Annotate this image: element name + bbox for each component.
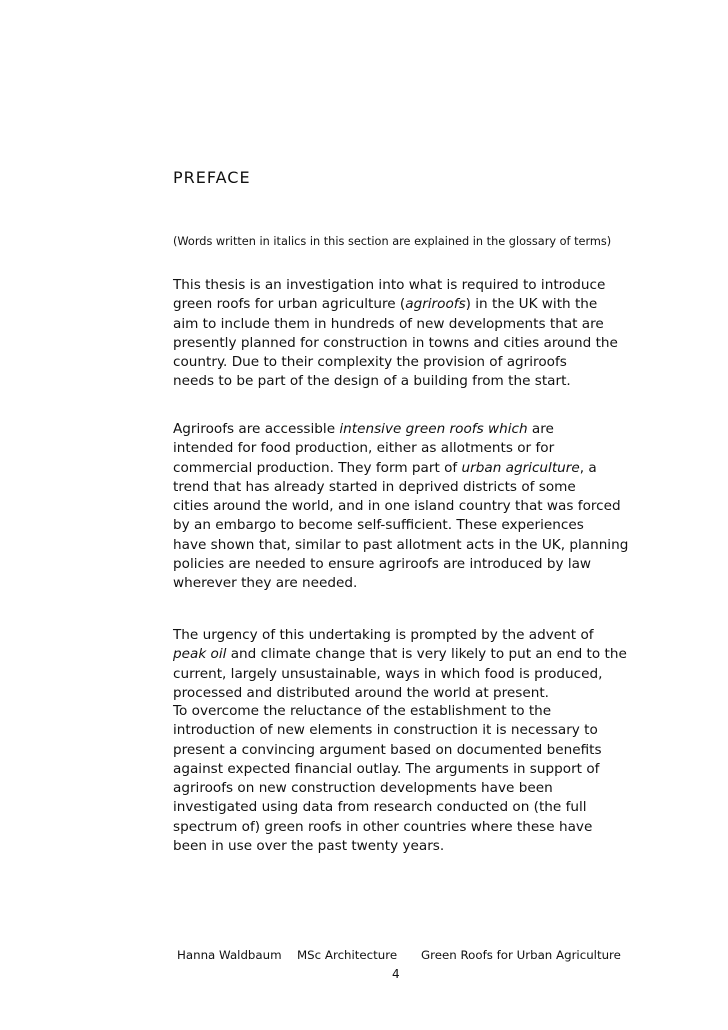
paragraph-line [173,439,633,458]
page-number: 4 [392,967,400,981]
text-run: are [527,421,554,437]
text-run: green roofs for urban agriculture ( [173,296,406,313]
text-run: To overcome the reluctance of the establishment to the [173,703,552,719]
footer-degree: MSc Architecture [297,948,398,962]
glossary-term: urban agriculture [461,459,580,476]
text-run: needs to be part of the design of a building from the start. [173,373,571,390]
paragraph-1 [173,276,633,392]
text-run: cities around the world, and in one island country that was forced [173,498,621,515]
paragraph-line [173,276,633,295]
paragraph-line [173,574,633,593]
paragraph-line [173,760,633,779]
text-run: processed and distributed around the world at present. [173,684,549,701]
glossary-term: agriroofs [405,296,466,313]
text-run: ) in the UK with the [465,296,598,313]
text-run: wherever they are needed. [173,575,358,592]
paragraph-line [173,315,633,334]
glossary-term: peak oil [173,646,227,663]
paragraph-line [173,665,633,684]
text-run: spectrum of) green roofs in other countries where these have [173,818,593,835]
text-run: trend that has already started in deprived districts of some [173,478,576,495]
paragraph-line [173,478,633,497]
footer-title: Green Roofs for Urban Agriculture [421,948,621,962]
text-run: investigated using data from research conducted on (the full [173,799,587,816]
paragraph-2 [173,420,633,594]
footer-author: Hanna Waldbaum [177,948,282,962]
paragraph-line [173,420,633,439]
text-run: presently planned for construction in towns and cities around the [173,334,618,351]
paragraph-line [173,798,633,817]
text-run: This thesis is an investigation into what is required to introduce [173,277,606,293]
paragraph-line [173,837,633,856]
page-heading: PREFACE [173,168,251,187]
text-run: agriroofs on new construction developments have been [173,780,553,797]
paragraph-line [173,818,633,837]
glossary-term: intensive green roofs which [339,421,528,437]
paragraph-line [173,334,633,353]
text-run: and climate change that is very likely to put an end to the [226,646,627,663]
paragraph-line [173,779,633,798]
paragraph-line [173,645,633,664]
text-run: commercial production. They form part of [173,459,462,476]
paragraph-line [173,295,633,314]
text-run: policies are needed to ensure agriroofs are introduced by law [173,556,592,573]
text-run: by an embargo to become self-sufficient. These experiences [173,517,584,534]
text-run: been in use over the past twenty years. [173,838,445,855]
text-run: The urgency of this undertaking is prompted by the advent of [173,627,594,643]
text-run: have shown that, similar to past allotment acts in the UK, planning [173,536,629,553]
text-run: Agriroofs are accessible [173,421,340,437]
text-run: intended for food production, either as allotments or for [173,440,555,457]
glossary-note: (Words written in italics in this section are explained in the glossary of terms) [173,235,612,248]
text-run: aim to include them in hundreds of new developments that are [173,315,604,332]
paragraph-line [173,555,633,574]
paragraph-line [173,684,633,703]
text-run: against expected financial outlay. The arguments in support of [173,760,600,777]
text-run: present a convincing argument based on documented benefits [173,741,602,758]
paragraph-line [173,497,633,516]
paragraph-3 [173,626,633,703]
paragraph-line [173,721,633,740]
paragraph-line [173,516,633,535]
text-run: current, largely unsustainable, ways in which food is produced, [173,665,603,682]
text-run: country. Due to their complexity the provision of agriroofs [173,354,567,371]
paragraph-line [173,741,633,760]
paragraph-4 [173,702,633,856]
text-run: introduction of new elements in construction it is necessary to [173,722,598,739]
text-run: , a [579,459,597,476]
paragraph-line [173,353,633,372]
paragraph-line [173,536,633,555]
paragraph-line [173,459,633,478]
paragraph-line [173,372,633,391]
paragraph-line [173,626,633,645]
paragraph-line [173,702,633,721]
